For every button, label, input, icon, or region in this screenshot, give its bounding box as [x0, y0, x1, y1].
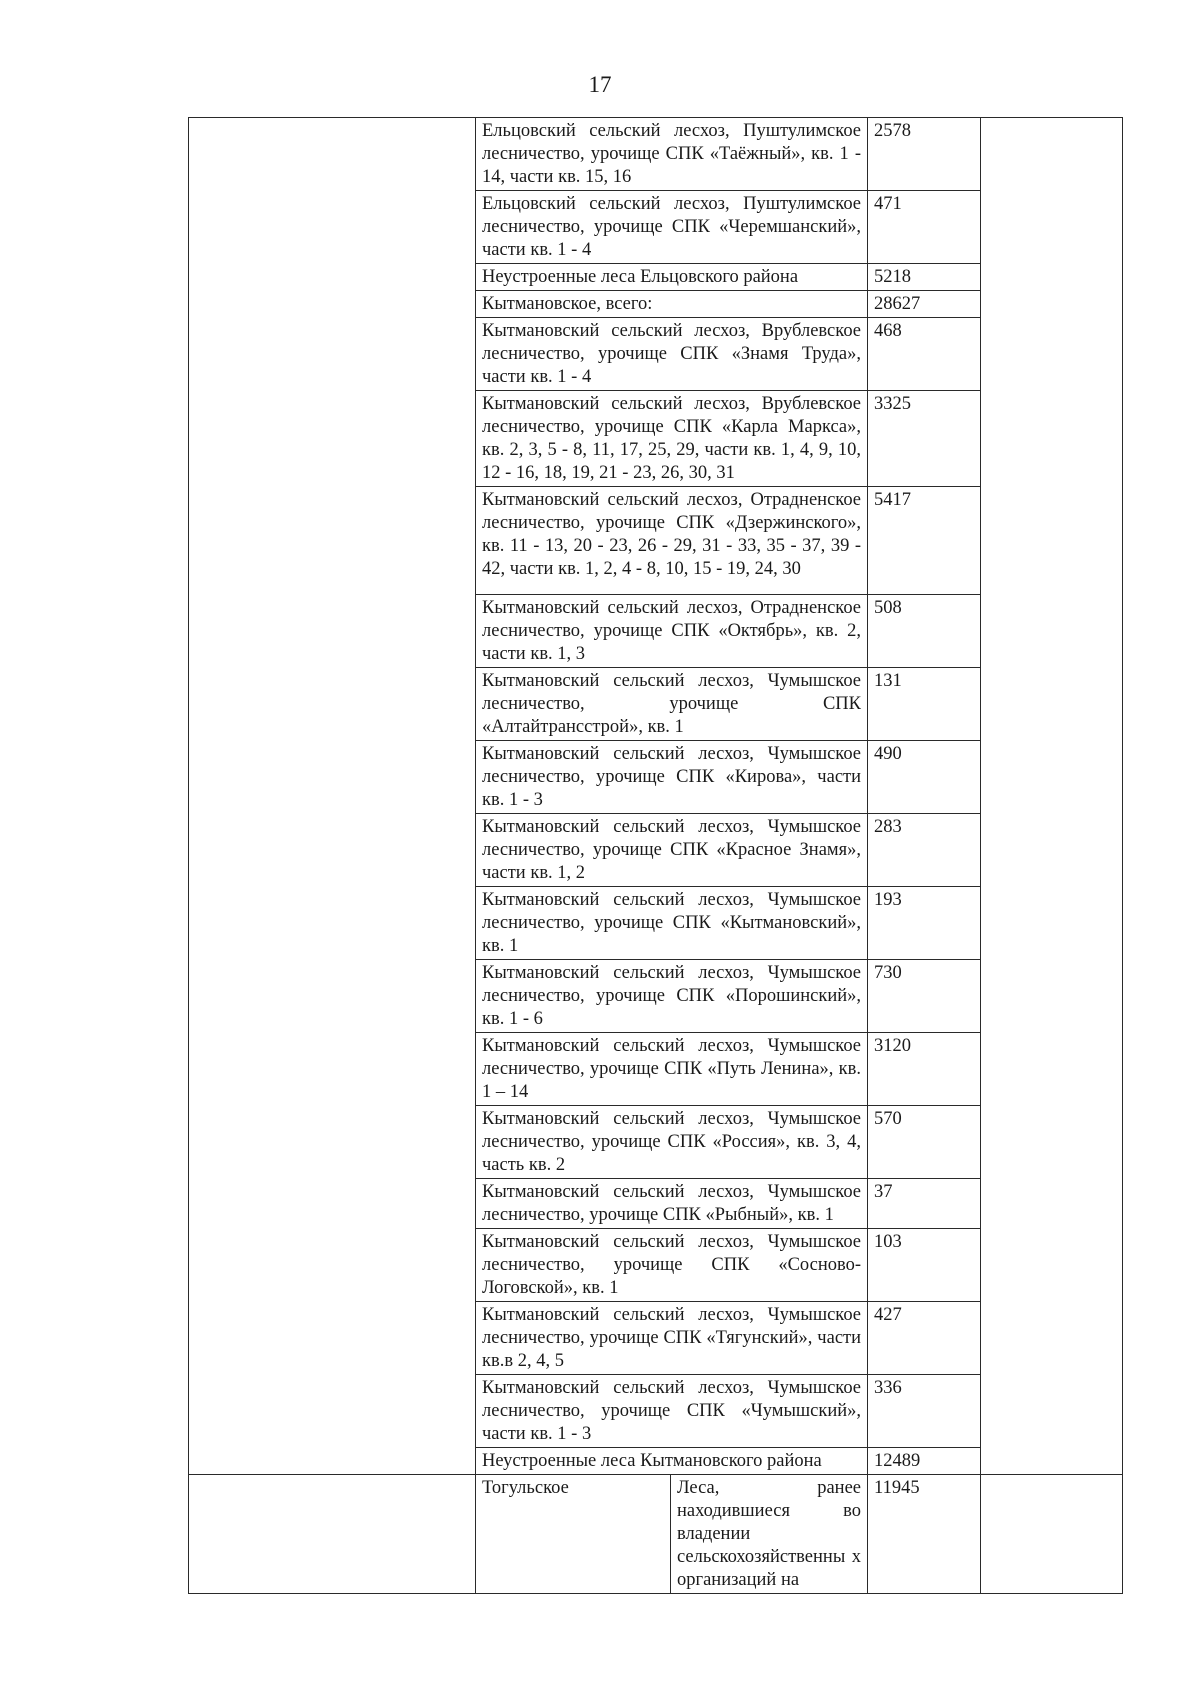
description-cell — [671, 1475, 868, 1594]
location-cell — [476, 1375, 868, 1448]
area-cell — [868, 291, 981, 318]
area-value: 468 — [874, 321, 902, 341]
location-cell — [476, 1179, 868, 1229]
area-value: 490 — [874, 744, 902, 764]
area-value: 5417 — [874, 490, 912, 510]
district-description: Леса, ранее находившиеся во владении сельскохозяйственны х организаций на — [677, 1478, 862, 1590]
location-name: Кытмановский сельский лесхоз, Чумышское лесничество, урочище СПК «Сосново-Логовской», кв. 1 — [482, 1232, 862, 1298]
location-cell — [476, 391, 868, 487]
location-name: Кытмановский сельский лесхоз, Отрадненское лесничество, урочище СПК «Дзержинского», кв. 11 - 13, 20 - 23, 26 - 29, 31 - 33, 35 - 37, 39 - 42, части кв. 1, 2, 4 - 8, 10, 15 - 19, 24, 30 — [482, 490, 862, 579]
location-name: Ельцовский сельский лесхоз, Пуштулимское лесничество, урочище СПК «Таёжный», кв. 1 - 14, части кв. 15, 16 — [482, 121, 862, 187]
area-value: 12489 — [874, 1451, 921, 1471]
area-value: 471 — [874, 194, 902, 214]
area-cell — [868, 318, 981, 391]
blank-cell — [189, 118, 476, 1475]
location-cell — [476, 487, 868, 595]
area-cell — [868, 887, 981, 960]
district-name: Тогульское — [482, 1478, 569, 1498]
location-cell — [476, 595, 868, 668]
location-cell — [476, 318, 868, 391]
location-name: Кытмановский сельский лесхоз, Чумышское лесничество, урочище СПК «Чумышский», части кв. 1 - 3 — [482, 1378, 862, 1444]
location-name: Ельцовский сельский лесхоз, Пуштулимское лесничество, урочище СПК «Черемшанский», части кв. 1 - 4 — [482, 194, 862, 260]
location-name: Кытмановский сельский лесхоз, Чумышское лесничество, урочище СПК «Россия», кв. 3, 4, часть кв. 2 — [482, 1109, 862, 1175]
area-value: 336 — [874, 1378, 902, 1398]
area-value: 103 — [874, 1232, 902, 1252]
area-cell — [868, 595, 981, 668]
area-value: 570 — [874, 1109, 902, 1129]
location-cell — [476, 960, 868, 1033]
location-name: Неустроенные леса Кытмановского района — [482, 1451, 822, 1471]
notes-cell — [981, 118, 1123, 1475]
location-cell — [476, 814, 868, 887]
location-cell — [476, 1106, 868, 1179]
location-cell — [476, 741, 868, 814]
area-value: 508 — [874, 598, 902, 618]
location-name: Кытмановский сельский лесхоз, Чумышское лесничество, урочище СПК «Тягунский», части кв.в 2, 4, 5 — [482, 1305, 862, 1371]
area-value: 427 — [874, 1305, 902, 1325]
area-cell — [868, 264, 981, 291]
area-value: 28627 — [874, 294, 921, 314]
area-cell — [868, 118, 981, 191]
location-name: Неустроенные леса Ельцовского района — [482, 267, 799, 287]
area-cell — [868, 1375, 981, 1448]
area-cell — [868, 814, 981, 887]
location-name: Кытмановский сельский лесхоз, Отрадненское лесничество, урочище СПК «Октябрь», кв. 2, части кв. 1, 3 — [482, 598, 862, 664]
table-body — [189, 118, 1123, 1594]
table-row — [189, 118, 1123, 191]
table-row-last — [189, 1475, 1123, 1594]
area-value: 3120 — [874, 1036, 912, 1056]
location-cell — [476, 887, 868, 960]
area-cell — [868, 960, 981, 1033]
area-value: 2578 — [874, 121, 912, 141]
area-value: 37 — [874, 1182, 893, 1202]
area-cell — [868, 191, 981, 264]
area-cell — [868, 1302, 981, 1375]
location-name: Кытмановский сельский лесхоз, Чумышское лесничество, урочище СПК «Кытмановский», кв. 1 — [482, 890, 862, 956]
location-name: Кытмановский сельский лесхоз, Врублевское лесничество, урочище СПК «Карла Маркса», кв. 2, 3, 5 - 8, 11, 17, 25, 29, части кв. 1, 4, 9, 10, 12 - 16, 18, 19, 21 - 23, 26, 30, 31 — [482, 394, 862, 483]
area-value: 283 — [874, 817, 902, 837]
forest-areas-table — [188, 117, 1123, 1594]
location-name: Кытмановский сельский лесхоз, Чумышское лесничество, урочище СПК «Алтайтрансстрой», кв. 1 — [482, 671, 862, 737]
area-value: 11945 — [874, 1478, 920, 1498]
area-value: 3325 — [874, 394, 912, 414]
location-name: Кытмановское, всего: — [482, 294, 653, 314]
page-number: 17 — [588, 72, 612, 97]
blank-cell — [189, 1475, 476, 1594]
location-name: Кытмановский сельский лесхоз, Чумышское лесничество, урочище СПК «Путь Ленина», кв. 1 – 14 — [482, 1036, 862, 1102]
area-cell — [868, 1475, 981, 1594]
area-cell — [868, 1448, 981, 1475]
location-name: Кытмановский сельский лесхоз, Чумышское лесничество, урочище СПК «Кирова», части кв. 1 - 3 — [482, 744, 862, 810]
notes-cell — [981, 1475, 1123, 1594]
location-cell — [476, 668, 868, 741]
area-cell — [868, 741, 981, 814]
location-cell — [476, 1033, 868, 1106]
area-cell — [868, 1033, 981, 1106]
district-cell — [476, 1475, 671, 1594]
location-cell — [476, 191, 868, 264]
area-cell — [868, 1179, 981, 1229]
location-cell — [476, 1229, 868, 1302]
area-value: 730 — [874, 963, 902, 983]
area-value: 5218 — [874, 267, 912, 287]
location-cell — [476, 118, 868, 191]
location-name: Кытмановский сельский лесхоз, Чумышское лесничество, урочище СПК «Рыбный», кв. 1 — [482, 1182, 862, 1225]
area-cell — [868, 391, 981, 487]
location-name: Кытмановский сельский лесхоз, Чумышское лесничество, урочище СПК «Красное Знамя», части кв. 1, 2 — [482, 817, 862, 883]
location-cell — [476, 291, 868, 318]
location-cell — [476, 1302, 868, 1375]
location-name: Кытмановский сельский лесхоз, Чумышское лесничество, урочище СПК «Порошинский», кв. 1 - 6 — [482, 963, 862, 1029]
location-cell — [476, 1448, 868, 1475]
location-cell — [476, 264, 868, 291]
area-cell — [868, 1229, 981, 1302]
location-name: Кытмановский сельский лесхоз, Врублевское лесничество, урочище СПК «Знамя Труда», части кв. 1 - 4 — [482, 321, 862, 387]
area-cell — [868, 487, 981, 595]
area-value: 193 — [874, 890, 902, 910]
area-cell — [868, 668, 981, 741]
area-value: 131 — [874, 671, 902, 691]
area-cell — [868, 1106, 981, 1179]
